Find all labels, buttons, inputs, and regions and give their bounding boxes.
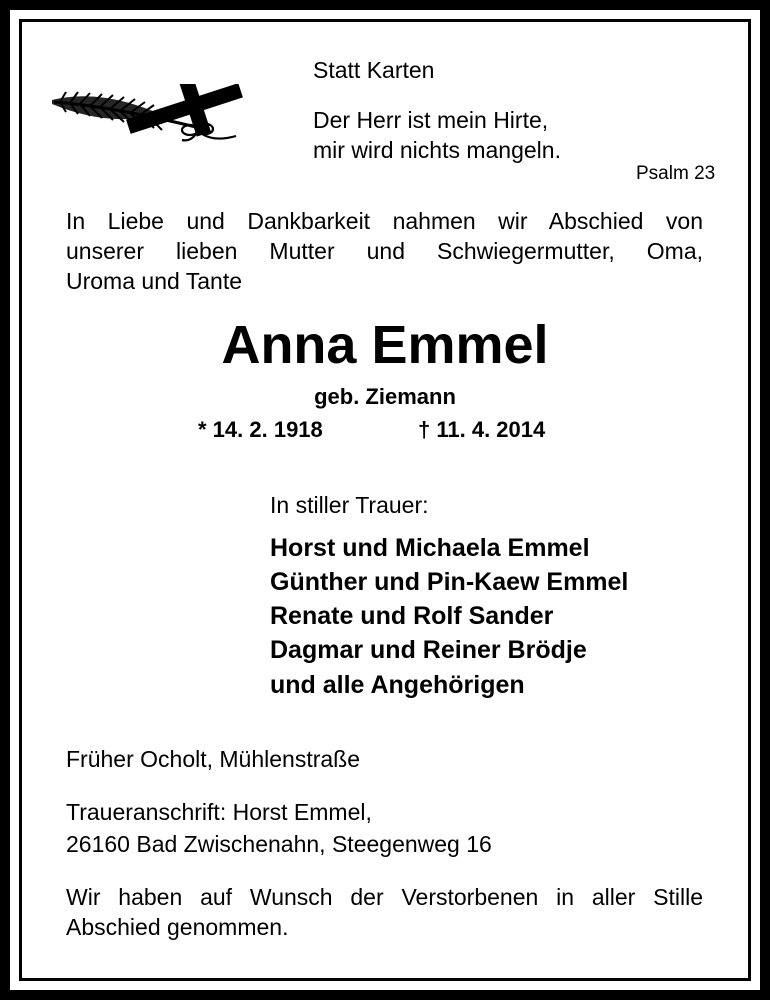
mourner-name: Renate und Rolf Sander bbox=[270, 602, 554, 630]
mourners-heading: In stiller Trauer: bbox=[270, 492, 429, 518]
former-address: Früher Ocholt, Mühlenstraße bbox=[66, 746, 361, 772]
intro-line-3: Uroma und Tante bbox=[66, 268, 243, 294]
death-date: † 11. 4. 2014 bbox=[418, 417, 546, 442]
mourner-name: Günther und Pin-Kaew Emmel bbox=[270, 568, 629, 596]
closing-note-line-1: Wir haben auf Wunsch der Verstorbenen in aller Stille bbox=[66, 884, 703, 910]
intro-line-2: unserer lieben Mutter und Schwiegermutter, Oma, bbox=[66, 238, 703, 264]
mourner-name: Horst und Michaela Emmel bbox=[270, 534, 590, 562]
intro-text bbox=[66, 206, 703, 296]
closing-note-line-2: Abschied genommen. bbox=[66, 914, 289, 940]
deceased-name: Anna Emmel bbox=[221, 315, 549, 375]
verse-source: Psalm 23 bbox=[636, 163, 716, 184]
mourning-address-line-2: 26160 Bad Zwischenahn, Steegenweg 16 bbox=[66, 831, 492, 857]
verse-line-2: mir wird nichts mangeln. bbox=[313, 137, 561, 163]
verse-line-1: Der Herr ist mein Hirte, bbox=[313, 107, 549, 133]
mourner-name: Dagmar und Reiner Brödje bbox=[270, 636, 587, 664]
statt-karten: Statt Karten bbox=[313, 57, 435, 83]
mourner-name: und alle Angehörigen bbox=[270, 671, 525, 699]
intro-line-1: In Liebe und Dankbarkeit nahmen wir Abschied von bbox=[66, 208, 703, 234]
closing-note bbox=[66, 882, 703, 942]
birth-date: * 14. 2. 1918 bbox=[198, 417, 323, 442]
birth-name: geb. Ziemann bbox=[314, 384, 456, 409]
palm-branch-cross-icon bbox=[50, 84, 260, 146]
mourning-address-line-1: Traueranschrift: Horst Emmel, bbox=[66, 799, 372, 825]
